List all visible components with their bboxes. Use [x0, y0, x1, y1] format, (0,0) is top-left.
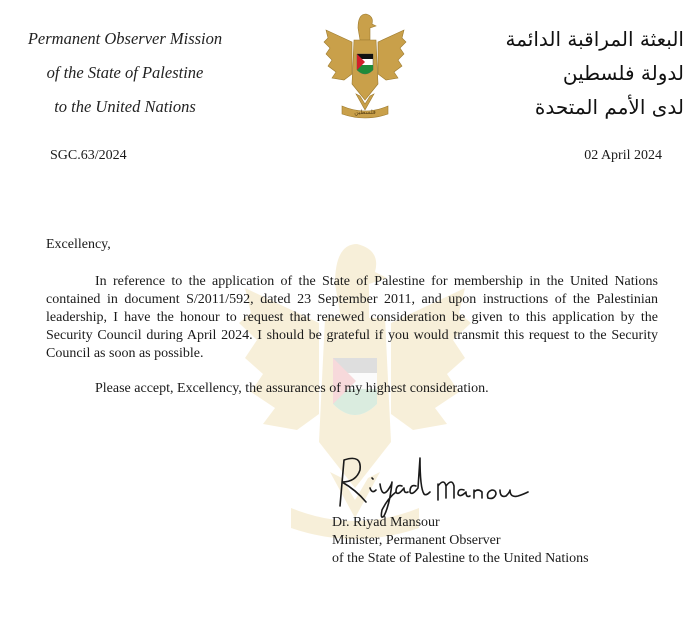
palestine-eagle-emblem-icon	[322, 8, 408, 120]
letterhead-line-2: of the State of Palestine	[46, 63, 204, 82]
arabic-line-2: لدولة فلسطين	[562, 61, 684, 85]
body-paragraph: In reference to the application of the State of Palestine for membership in the United Nations contained in document S/2011/592, dated 23 September 2011, and upon instructions of the Palestinian leadership, I have the honour to request that renewed consideration be given to this application by the Security Council during April 2024. I should be grateful if you would transmit this request to the Security Council as soon as possible.	[46, 274, 658, 361]
handwritten-signature	[322, 448, 532, 520]
signer-name: Dr. Riyad Mansour	[332, 515, 440, 530]
arabic-line-1: البعثة المراقبة الدائمة	[505, 27, 684, 51]
emblem-scroll-text: فلسطين	[354, 109, 376, 116]
reference-number: SGC.63/2024	[50, 148, 127, 163]
salutation: Excellency,	[46, 237, 111, 252]
arabic-letterhead	[484, 22, 684, 124]
letterhead-line-1: Permanent Observer Mission	[27, 29, 223, 48]
arabic-line-3: لدى الأمم المتحدة	[534, 95, 684, 119]
signer-affiliation: of the State of Palestine to the United Nations	[332, 551, 589, 566]
letterhead-line-3: to the United Nations	[54, 97, 196, 116]
signer-block	[332, 514, 589, 568]
english-letterhead	[10, 22, 240, 124]
signer-title: Minister, Permanent Observer	[332, 533, 501, 548]
closing-line: Please accept, Excellency, the assurances of my highest consideration.	[95, 381, 489, 396]
letter-date: 02 April 2024	[584, 148, 662, 163]
